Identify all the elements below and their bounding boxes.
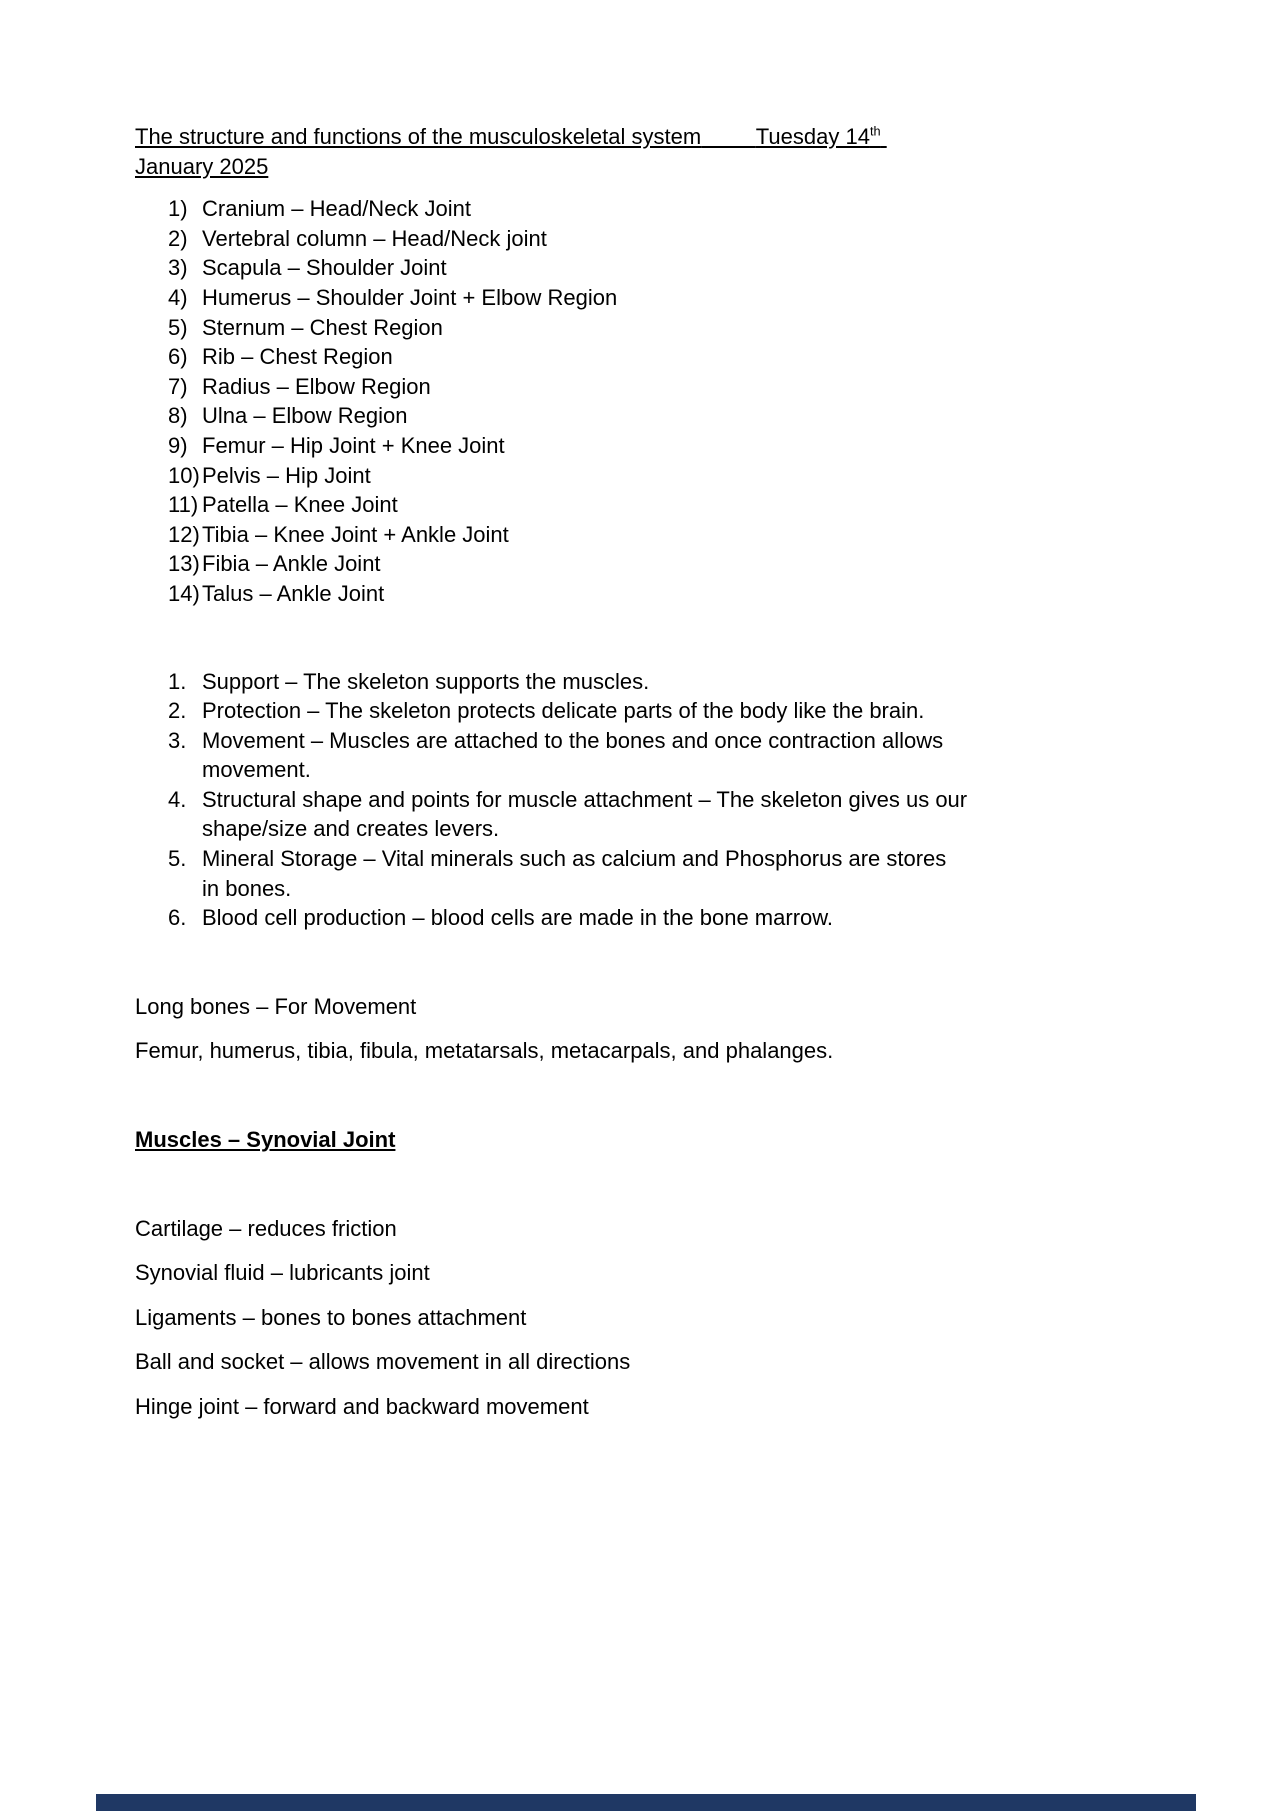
- list-item: [135, 903, 968, 933]
- list-text: Radius – Elbow Region: [202, 373, 431, 399]
- list-text: Femur – Hip Joint + Knee Joint: [202, 432, 505, 458]
- list-item: [135, 283, 968, 313]
- list-item: [135, 313, 968, 343]
- title-date-ordinal: th: [869, 123, 881, 139]
- paragraph-hinge-joint: Hinge joint – forward and backward movement: [135, 1394, 589, 1419]
- list-item: [135, 253, 968, 283]
- skeleton-functions-list: [135, 667, 968, 933]
- list-marker: 1.: [168, 668, 187, 694]
- list-marker: 2): [168, 225, 188, 251]
- list-item: [135, 461, 968, 491]
- list-text: Fibia – Ankle Joint: [202, 551, 381, 577]
- list-item: [135, 696, 968, 726]
- paragraph-ligaments: Ligaments – bones to bones attachment: [135, 1304, 527, 1330]
- bones-list: [135, 194, 968, 608]
- paragraph-long-bones-examples: Femur, humerus, tibia, fibula, metatarsals, metacarpals, and phalanges.: [135, 1038, 834, 1064]
- list-item: [135, 342, 968, 372]
- list-marker: 10): [168, 462, 200, 488]
- list-marker: 5): [168, 314, 188, 340]
- list-text: Blood cell production – blood cells are made in the bone marrow.: [202, 905, 834, 931]
- list-marker: 7): [168, 373, 188, 399]
- list-marker: 14): [168, 580, 200, 606]
- list-item: [135, 372, 968, 402]
- list-marker: 3.: [168, 727, 187, 753]
- paragraph-cartilage: Cartilage – reduces friction: [135, 1215, 397, 1241]
- title-date-line2: January 2025: [135, 153, 269, 179]
- list-text: Scapula – Shoulder Joint: [202, 255, 447, 281]
- list-item: [135, 785, 968, 844]
- list-text: Patella – Knee Joint: [202, 492, 398, 518]
- list-text: Sternum – Chest Region: [202, 314, 443, 340]
- bottom-dark-bar: [96, 1794, 1196, 1811]
- title-date: Tuesday 14: [755, 124, 870, 149]
- list-item: [135, 431, 968, 461]
- list-text: Tibia – Knee Joint + Ankle Joint: [202, 521, 509, 547]
- list-marker: 12): [168, 521, 200, 547]
- list-marker: 5.: [168, 846, 187, 872]
- list-item: [135, 549, 968, 579]
- list-marker: 1): [168, 196, 188, 222]
- list-text: Pelvis – Hip Joint: [202, 462, 371, 488]
- list-text: Protection – The skeleton protects delicate parts of the body like the brain.: [202, 698, 925, 724]
- list-item: [135, 194, 968, 224]
- list-marker: 6.: [168, 905, 187, 931]
- list-marker: 3): [168, 255, 188, 281]
- list-marker: 8): [168, 403, 188, 429]
- list-item: [135, 401, 968, 431]
- list-text: Mineral Storage – Vital minerals such as calcium and Phosphorus are stores in bones.: [202, 846, 947, 901]
- list-item: [135, 490, 968, 520]
- muscles-section-heading: Muscles – Synovial Joint: [135, 1127, 396, 1153]
- list-text: Movement – Muscles are attached to the bones and once contraction allows movement.: [202, 727, 944, 783]
- paragraph-synovial-fluid: Synovial fluid – lubricants joint: [135, 1260, 430, 1286]
- list-item: [135, 520, 968, 550]
- paragraph-long-bones: Long bones – For Movement: [135, 993, 417, 1019]
- title-tab-gap: [701, 124, 756, 149]
- list-text: Rib – Chest Region: [202, 344, 393, 370]
- list-item: [135, 579, 968, 609]
- list-text: Structural shape and points for muscle attachment – The skeleton gives us our shape/size and creates levers.: [202, 786, 968, 842]
- list-text: Ulna – Elbow Region: [202, 403, 408, 429]
- list-marker: 4): [168, 284, 188, 310]
- title-date-trail: [881, 124, 887, 149]
- list-item: [135, 726, 968, 785]
- list-text: Cranium – Head/Neck Joint: [202, 196, 472, 222]
- list-text: Vertebral column – Head/Neck joint: [202, 225, 547, 251]
- paragraph-ball-and-socket: Ball and socket – allows movement in all directions: [135, 1349, 631, 1375]
- list-item: [135, 844, 968, 903]
- list-text: Support – The skeleton supports the muscles.: [202, 668, 650, 694]
- list-marker: 6): [168, 344, 188, 370]
- document-title: [135, 122, 968, 181]
- list-marker: 11): [168, 492, 199, 518]
- list-text: Talus – Ankle Joint: [202, 580, 385, 606]
- list-item: [135, 667, 968, 697]
- list-marker: 2.: [168, 698, 187, 724]
- title-text: The structure and functions of the musculoskeletal system: [135, 124, 702, 149]
- list-text: Humerus – Shoulder Joint + Elbow Region: [202, 284, 618, 310]
- list-marker: 13): [168, 551, 200, 577]
- list-item: [135, 224, 968, 254]
- list-marker: 4.: [168, 786, 187, 812]
- list-marker: 9): [168, 432, 188, 458]
